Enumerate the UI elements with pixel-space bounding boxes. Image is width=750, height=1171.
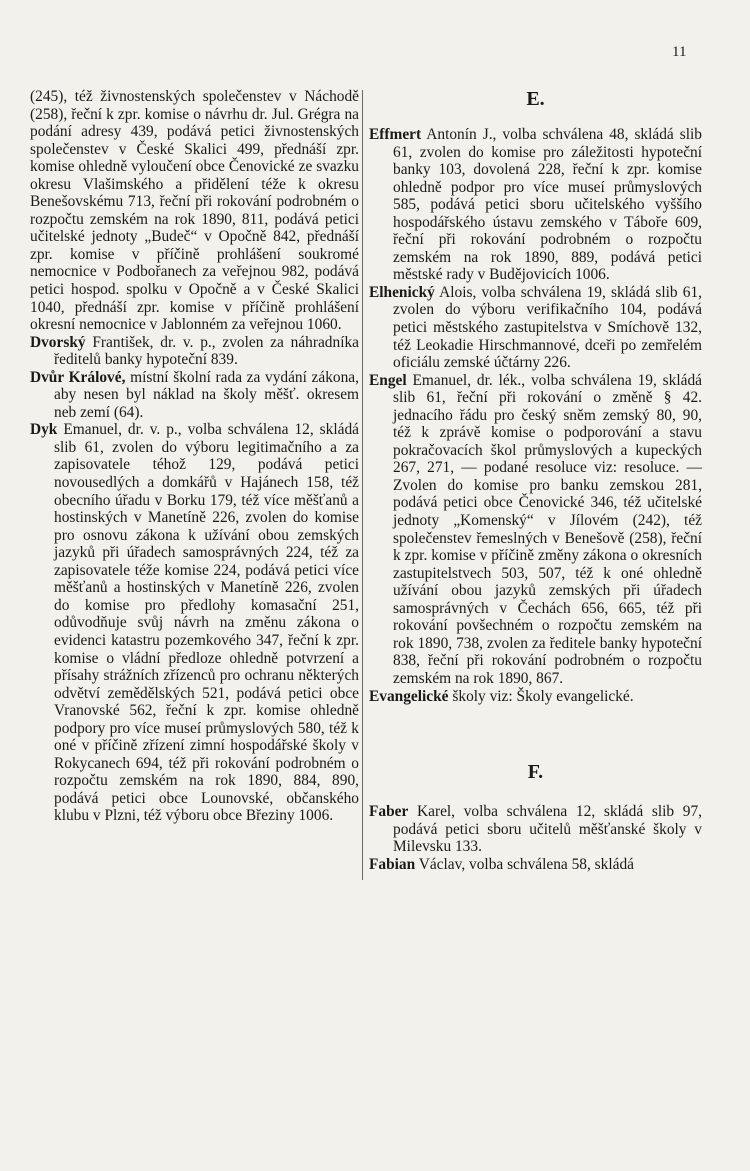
left-column [30, 88, 359, 825]
column-divider [362, 90, 363, 880]
index-entry-faber [369, 803, 702, 856]
section-spacer [369, 705, 702, 761]
index-entry-effmert [369, 126, 702, 284]
index-entry-evangelicke [369, 688, 702, 706]
entry-text: Karel, volba schválena 12, skládá slib 97, podává petici sboru učitelů měšťanské školy v Milevsku 133. [393, 803, 702, 856]
entry-head: Elhenický [369, 283, 435, 301]
entry-head: Engel [369, 371, 407, 389]
entry-head: Faber [369, 803, 409, 821]
entry-head: Fabian [369, 855, 416, 873]
continuation-entry: (245), též živnostenských společenstev v Náchodě (258), řeční k zpr. komise o návrhu dr. Jul. Grégra na podání adresy 439, podává petici živnostenských společenstev v České Skalici 499, přednáší zpr. komise ohledně vyloučení obce Čenovické ze svazku okresu Vlašimského a přidělení téže k okresu Benešovskému 713, řeční při rokování podrobném o rozpočtu zemském na rok 1890, 811, podává petici učitelské jednoty „Budeč“ v Opočně 842, přednáší zpr. komise v příčině prohlášení soukromé nemocnice v Podbořanech za veřejnou 982, podává petici hospod. spolku v Opočně a v České Skalici 1040, přednáší zpr. komise v příčině prohlášení okresní nemocnice v Jablonném za veřejnou 1060. [30, 88, 359, 334]
entry-text: Emanuel, dr. v. p., volba schválena 12, skládá slib 61, zvolen do výboru legitimačního a za zapisovatele téhož 129, podává petici novousedlých a domkářů v Hajánech 158, též obecního úřadu v Borku 179, též více měšťanů a hostinských v Manetíně 226, zvolen do komise pro osnovu zákona k užívání obou zemských jazyků při úřadech samosprávných 224, též za zapisovatele téže komise 224, podává petici více měšťanů a hostinských v Manetíně 226, zvolen do komise pro předlohy komasační 251, odůvodňuje svůj návrh na změnu zákona o evidenci katastru pozemkového 347, řeční k zpr. komise o vládní předloze ohledně potvrzení a přísahy strážních zřízenců pro ochranu některých odvětví zemědělských 521, podává petici obce Vranovské 562, řeční k zpr. komise ohledně podpory pro více museí průmyslových 580, též k oné v příčině zřízení zimní hospodářské školy v Rokycanech 694, též při rokování podrobném o rozpočtu zemském na rok 1890, 884, 890, podává petici obce Lounovské, občanského klubu v Plzni, též výboru obce Březiny 1006. [54, 421, 359, 825]
entry-text: místní školní rada za vydání zákona, aby nesen byl náklad na školy měšť. okresem neb zemí (64). [54, 368, 359, 421]
entry-head: Evangelické [369, 687, 449, 705]
index-entry-dvorsky [30, 334, 359, 369]
entry-text: František, dr. v. p., zvolen za náhradníka ředitelů banky hypoteční 839. [54, 333, 359, 369]
index-entry-fabian [369, 856, 702, 874]
section-letter-f: F. [527, 761, 544, 784]
index-entry-engel [369, 372, 702, 688]
entry-head: Dvorský [30, 333, 86, 351]
entry-head: Dyk [30, 421, 58, 439]
entry-head: Dvůr Králové, [30, 368, 126, 386]
entry-text: Antonín J., volba schválena 48, skládá slib 61, zvolen do komise pro záležitosti hypoteční banky 103, dovolená 228, řeční k zpr. komise ohledně podpor pro více museí průmyslových 585, podává petici sboru učitelského vyššího hospodářského ústavu zemského v Táboře 609, řeční při rokování podrobném o rozpočtu zemském na rok 1890, 889, podává petici městské rady v Budějovicích 1006. [393, 126, 702, 284]
index-entry-dvur-kralove [30, 369, 359, 422]
entry-text: Alois, volba schválena 19, skládá slib 61, zvolen do výboru verifikačního 104, podává petici městského zastupitelstva v Smíchově 132, též Leokadie Hirschmannové, dceři po zemřelém oficiálu zemské účtárny 226. [393, 283, 702, 372]
entry-text: školy viz: Školy evangelické. [448, 687, 634, 705]
index-entry-elhenicky [369, 284, 702, 372]
page-number: 11 [672, 44, 687, 60]
entry-text: Emanuel, dr. lék., volba schválena 19, skládá slib 61, řeční při rokování o změně § 42. jednacího řádu pro český sněm zemský 80, 90, též k zprávě komise o podporování a stavu pokračovacích škol průmyslových a kupeckých 267, 271, — podané resoluce viz: resoluce. — Zvolen do komise pro banku zemskou 281, podává petici obce Čenovické 346, též učitelské jednoty „Komenský“ v Jílovém (242), též společenstev řemeslných v Benešově (258), řeční k zpr. komise v příčině změny zákona o okresních zastupitelstvech 503, 507, též k oné ohledně užívání obou jazyků zemských při úřadech samosprávných v Čechách 656, 665, též při rokování povšechném o rozpočtu zemském na rok 1890, 738, zvolen za ředitele banky hypoteční 838, řeční při rokování podrobném o rozpočtu zemském na rok 1890, 867. [393, 371, 702, 687]
right-column [369, 88, 702, 873]
entry-head: Effmert [369, 126, 422, 143]
section-letter-e: E. [526, 88, 545, 110]
index-entry-dyk [30, 421, 359, 825]
entry-text: Václav, volba schválena 58, skládá [415, 855, 634, 873]
